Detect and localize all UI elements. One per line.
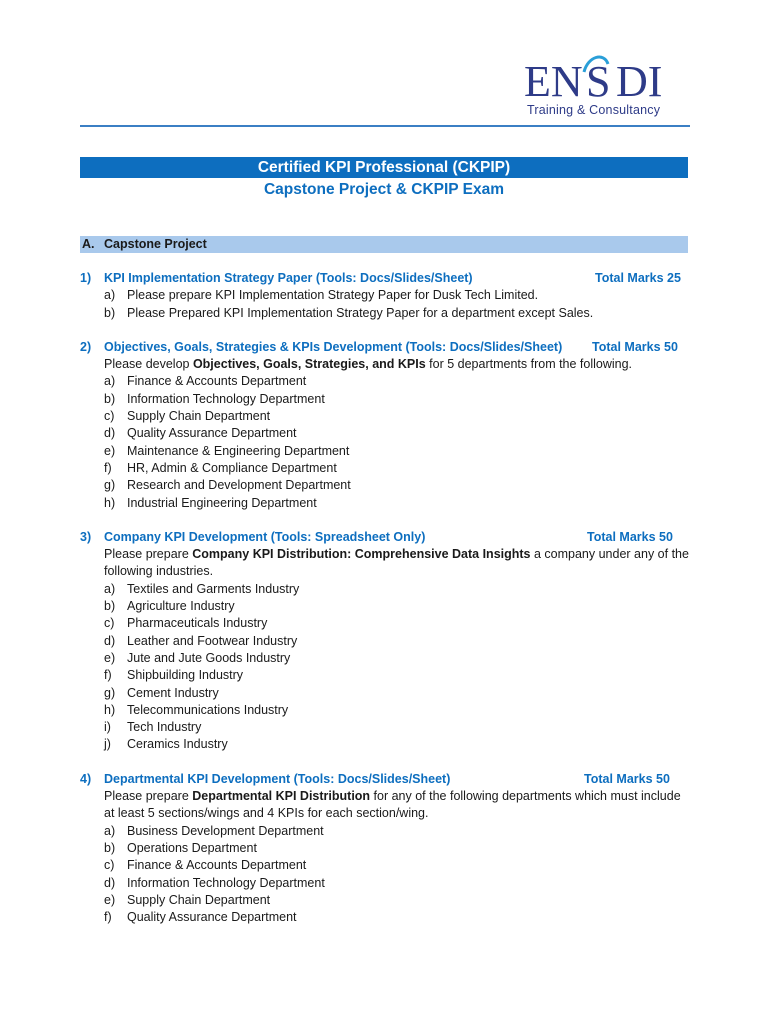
instruction-text: Please develop — [104, 357, 193, 372]
list-item-text: HR, Admin & Compliance Department — [127, 460, 337, 475]
question-heading — [0, 529, 768, 546]
instruction-emphasis: Company KPI Distribution: Comprehensive Data Insights — [192, 547, 531, 562]
list-item-letter: b) — [104, 840, 116, 855]
list-item-text: Quality Assurance Department — [127, 910, 297, 925]
question-block — [0, 529, 768, 754]
list-item-text: Finance & Accounts Department — [127, 374, 307, 389]
question-number: 4) — [80, 771, 92, 786]
list-item — [0, 477, 768, 494]
list-item — [0, 305, 768, 322]
list-item-letter: j) — [104, 737, 111, 752]
list-item-letter: a) — [104, 288, 116, 303]
list-item-text: Information Technology Department — [127, 391, 325, 406]
list-item — [0, 650, 768, 667]
list-item — [0, 667, 768, 684]
list-item-text: Finance & Accounts Department — [127, 858, 307, 873]
logo-text-left: EN — [524, 57, 583, 102]
question-title: Objectives, Goals, Strategies & KPIs Development (Tools: Docs/Slides/Sheet) — [104, 339, 563, 354]
list-item-letter: b) — [104, 305, 116, 320]
question-title: Company KPI Development (Tools: Spreadsheet Only) — [104, 529, 426, 544]
question-number: 3) — [80, 529, 92, 544]
list-item-text: Industrial Engineering Department — [127, 495, 317, 510]
document-title: Certified KPI Professional (CKPIP) — [80, 157, 688, 178]
question-marks: Total Marks 50 — [587, 529, 673, 544]
list-item — [0, 598, 768, 615]
list-item-letter: f) — [104, 910, 112, 925]
question-marks: Total Marks 50 — [584, 771, 670, 786]
logo-tagline: Training & Consultancy — [527, 103, 661, 117]
list-item — [0, 736, 768, 753]
logo-text-mid: S — [586, 57, 611, 102]
question-number: 1) — [80, 271, 92, 285]
list-item — [0, 892, 768, 909]
section-heading — [80, 236, 688, 253]
list-item-text: Tech Industry — [127, 720, 202, 735]
list-item-letter: h) — [104, 495, 116, 510]
list-item — [0, 719, 768, 736]
list-item-text: Ceramics Industry — [127, 737, 228, 752]
question-heading — [0, 339, 768, 356]
question-title: Departmental KPI Development (Tools: Docs/Slides/Sheet) — [104, 771, 451, 786]
question-number: 2) — [80, 339, 92, 354]
list-item-letter: d) — [104, 875, 116, 890]
list-item-letter: i) — [104, 720, 111, 735]
list-item-text: Please prepare KPI Implementation Strategy Paper for Dusk Tech Limited. — [127, 288, 539, 303]
list-item-text: Agriculture Industry — [127, 599, 235, 614]
list-item-text: Supply Chain Department — [127, 409, 271, 424]
instruction-text: Please prepare — [104, 789, 193, 804]
list-item-letter: e) — [104, 650, 116, 665]
list-item-letter: d) — [104, 426, 116, 441]
list-item — [0, 909, 768, 926]
list-item-text: Business Development Department — [127, 823, 324, 838]
list-item-text: Jute and Jute Goods Industry — [127, 650, 291, 665]
list-item-letter: c) — [104, 409, 115, 424]
list-item-text: Quality Assurance Department — [127, 426, 297, 441]
list-item-text: Shipbuilding Industry — [127, 668, 244, 683]
list-item-text: Operations Department — [127, 840, 257, 855]
question-marks: Total Marks 25 — [595, 271, 681, 285]
brand-logo — [522, 50, 692, 122]
list-item — [0, 373, 768, 390]
question-instructions — [0, 546, 694, 581]
list-item-text: Telecommunications Industry — [127, 702, 289, 717]
question-block — [0, 339, 768, 512]
question-list — [0, 270, 768, 943]
question-block — [0, 270, 768, 322]
instruction-text: for any of the following departments which must include at least 5 sections/wings and 4 KPIs for each section/wing. — [104, 789, 681, 821]
section-title: Capstone Project — [104, 237, 207, 251]
list-item-letter: g) — [104, 685, 116, 700]
instruction-text: a company under any of the following industries. — [104, 547, 689, 579]
instruction-text: for 5 departments from the following. — [425, 357, 633, 372]
question-title: KPI Implementation Strategy Paper (Tools: Docs/Slides/Sheet) — [104, 271, 473, 285]
question-marks: Total Marks 50 — [592, 339, 678, 354]
list-item-letter: c) — [104, 858, 115, 873]
list-item — [0, 495, 768, 512]
question-instructions — [0, 788, 694, 823]
list-item-letter: e) — [104, 892, 116, 907]
list-item-letter: c) — [104, 616, 115, 631]
list-item — [0, 823, 768, 840]
list-item — [0, 391, 768, 408]
list-item — [0, 287, 768, 304]
list-item — [0, 581, 768, 598]
question-heading — [0, 270, 768, 287]
list-item — [0, 702, 768, 719]
list-item — [0, 408, 768, 425]
list-item — [0, 443, 768, 460]
list-item — [0, 857, 768, 874]
list-item-letter: f) — [104, 668, 112, 683]
list-item-letter: a) — [104, 823, 116, 838]
list-item-text: Cement Industry — [127, 685, 219, 700]
list-item-letter: b) — [104, 391, 116, 406]
instruction-text: Please prepare — [104, 547, 193, 562]
list-item-letter: a) — [104, 581, 116, 596]
document-subtitle: Capstone Project & CKPIP Exam — [263, 181, 505, 198]
list-item-letter: a) — [104, 374, 116, 389]
list-item-letter: e) — [104, 443, 116, 458]
list-item-text: Research and Development Department — [127, 478, 351, 493]
list-item-text: Information Technology Department — [127, 875, 325, 890]
question-instructions — [0, 356, 694, 373]
instruction-emphasis: Objectives, Goals, Strategies, and KPIs — [192, 357, 426, 372]
header-divider — [80, 125, 690, 127]
list-item-text: Textiles and Garments Industry — [127, 581, 300, 596]
list-item-text: Supply Chain Department — [127, 892, 271, 907]
logo-text-right: DI — [616, 57, 663, 102]
list-item-letter: b) — [104, 599, 116, 614]
list-item — [0, 840, 768, 857]
instruction-emphasis: Departmental KPI Distribution — [192, 789, 371, 804]
question-heading — [0, 771, 768, 788]
list-item — [0, 875, 768, 892]
list-item — [0, 460, 768, 477]
list-item-text: Leather and Footwear Industry — [127, 633, 298, 648]
section-number: A. — [82, 237, 95, 251]
list-item-letter: h) — [104, 702, 116, 717]
list-item-letter: f) — [104, 460, 112, 475]
question-block — [0, 771, 768, 927]
list-item — [0, 425, 768, 442]
list-item-text: Pharmaceuticals Industry — [127, 616, 268, 631]
list-item-letter: d) — [104, 633, 116, 648]
list-item — [0, 615, 768, 632]
list-item — [0, 685, 768, 702]
list-item-letter: g) — [104, 478, 116, 493]
list-item — [0, 633, 768, 650]
list-item-text: Maintenance & Engineering Department — [127, 443, 350, 458]
list-item-text: Please Prepared KPI Implementation Strategy Paper for a department except Sales. — [127, 305, 594, 320]
